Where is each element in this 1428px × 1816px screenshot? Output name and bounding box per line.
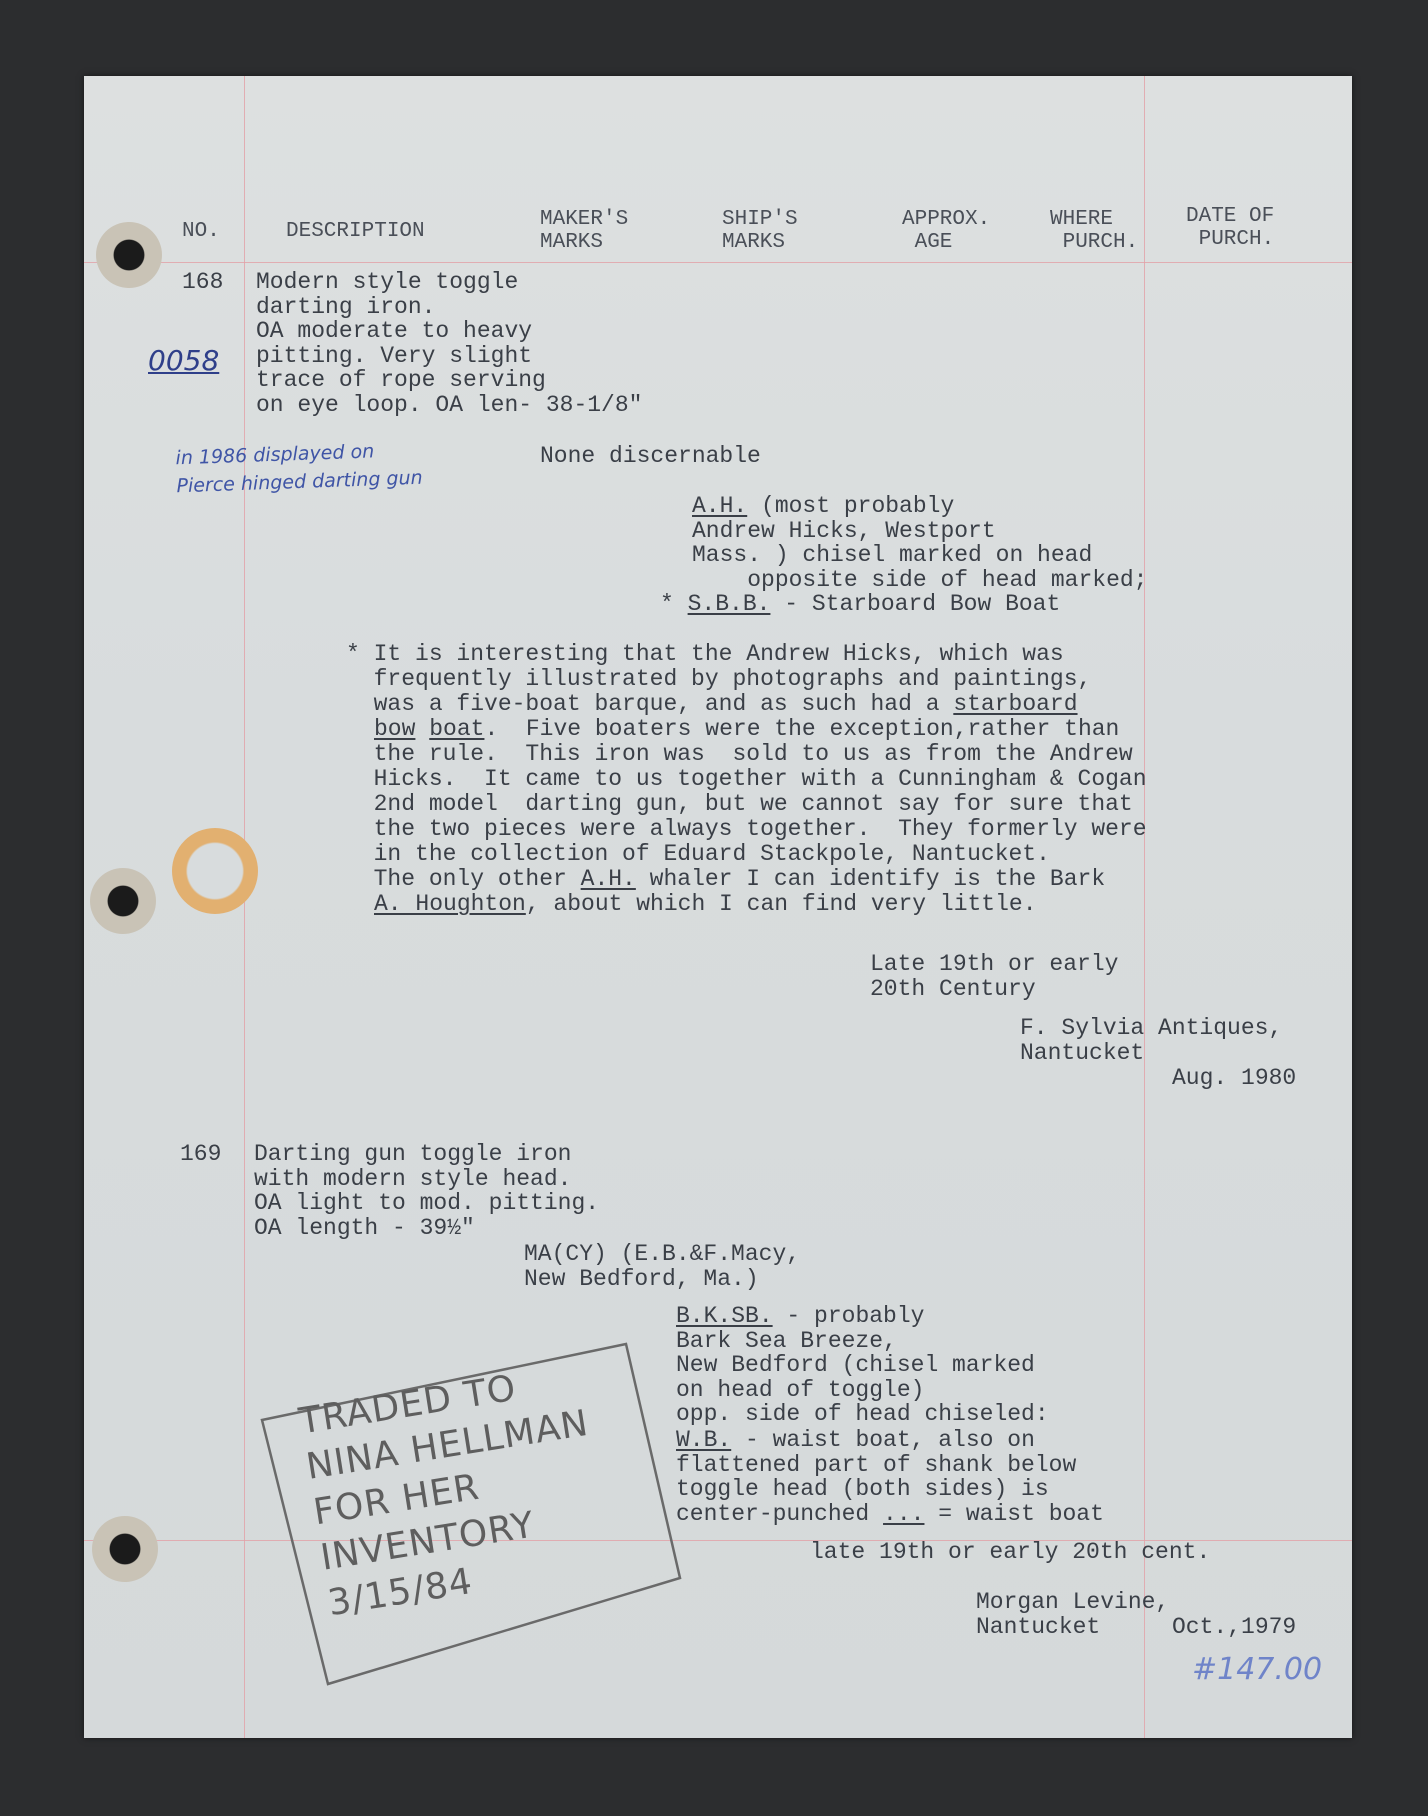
dots-text: = waist boat (924, 1500, 1104, 1527)
reinforcement-ring (172, 828, 258, 914)
sbb-abbr: S.B.B. (687, 591, 771, 617)
header-date-of-purch: DATE OF PURCH. (1186, 205, 1275, 251)
margin-line-right (1144, 76, 1145, 1738)
footnote-line: * It is interesting that the Andrew Hicks, which was (346, 641, 1064, 667)
entry-168-age: Late 19th or early 20th Century (870, 951, 1119, 1002)
footnote-line (374, 892, 1037, 917)
ships-marks-abbr: A.H. (692, 493, 748, 519)
ships-marks-text: - probably Bark Sea Breeze, New Bedford (chisel marked on head of toggle) opp. side of head chiseled: (676, 1303, 1049, 1428)
header-approx-age: APPROX. AGE (902, 208, 991, 254)
footnote-line: frequently illustrated by photographs and paintings, (346, 666, 1092, 692)
header-rule (84, 262, 1352, 263)
footnote-text: . Five boaters were the exception,rather than (484, 716, 1120, 742)
entry-168-catalog-number: 0058 (148, 344, 220, 377)
footnote-underlined: boat (429, 716, 485, 742)
entry-169-waist-boat-note (676, 1428, 1104, 1526)
entry-168-makers-marks: None discernable (540, 443, 761, 469)
entry-168-date-purchased: Aug. 1980 (1172, 1065, 1297, 1091)
entry-169-makers-marks: MA(CY) (E.B.&F.Macy, New Bedford, Ma.) (524, 1241, 801, 1292)
bksb-abbr: B.K.SB. (676, 1303, 773, 1329)
header-no: NO. (182, 220, 220, 243)
footnote-text: was a five-boat barque, and as such had a (346, 691, 954, 717)
footnote-line: in the collection of Eduard Stackpole, Nantucket. (346, 841, 1050, 867)
ships-marks-text: (most probably Andrew Hicks, Westport Mass. ) chisel marked on head opposite side of head marked; (692, 493, 1148, 593)
footnote-line: 2nd model darting gun, but we cannot say for sure that (346, 791, 1133, 817)
entry-169-ships-marks (676, 1304, 1049, 1427)
footnote-underlined: starboard (953, 691, 1078, 717)
header-ships-marks: SHIP'S MARKS (722, 208, 798, 254)
wb-abbr: W.B. (676, 1427, 732, 1453)
entry-168-description: Modern style toggle darting iron. OA moderate to heavy pitting. Very slight trace of rope serving on eye loop. OA len- 38-1/8" (256, 269, 643, 418)
footnote-underlined: A. Houghton (374, 891, 526, 917)
entry-169-price: #147.00 (1192, 1652, 1323, 1687)
dots-mark: ... (883, 1500, 925, 1527)
entry-168-where-purchased: F. Sylvia Antiques, Nantucket (1020, 1015, 1283, 1066)
footnote-line (346, 867, 1105, 892)
sbb-text: - Starboard Bow Boat (770, 591, 1061, 617)
entry-169-date-purchased: Oct.,1979 (1172, 1614, 1297, 1640)
entry-169-where-purchased: Morgan Levine, Nantucket (976, 1589, 1170, 1640)
footnote-text: , about which I can find very little. (525, 891, 1037, 917)
footnote-line: Hicks. It came to us together with a Cunningham & Cogan (346, 766, 1147, 792)
entry-168-ships-marks (692, 494, 1147, 592)
footnote-text: whaler I can identify is the Bark (635, 866, 1106, 892)
pencil-traded-note: TRADED TO NINA HELLMAN FOR HER INVENTORY 3/15/84 (296, 1367, 592, 1625)
footnote-line (346, 692, 1078, 717)
footnote-underlined: bow (374, 716, 416, 742)
entry-168-number: 168 (182, 269, 224, 295)
entry-169-age: late 19th or early 20th cent. (810, 1539, 1211, 1565)
entry-169-description: Darting gun toggle iron with modern style head. OA light to mod. pitting. OA length - 39½" (254, 1141, 600, 1241)
entry-168-handwritten-note: in 1986 displayed on Pierce hinged darting gun (175, 440, 423, 498)
footnote-text (415, 716, 429, 742)
binder-hole-top (96, 222, 162, 288)
entry-168-starboard-line (660, 592, 1060, 617)
margin-line-left (244, 76, 245, 1738)
footnote-text: The only other (346, 866, 581, 892)
asterisk: * (660, 591, 688, 617)
header-description: DESCRIPTION (286, 220, 425, 243)
footnote-line: the rule. This iron was sold to us as from the Andrew (346, 741, 1133, 767)
header-makers-marks: MAKER'S MARKS (540, 208, 629, 254)
footnote-line (374, 717, 1119, 742)
entry-169-number: 169 (180, 1141, 222, 1167)
header-where-purch: WHERE PURCH. (1050, 208, 1139, 254)
footnote-underlined: A.H. (580, 866, 636, 892)
binder-hole-bottom (92, 1516, 158, 1582)
binder-hole-middle (90, 868, 156, 934)
footnote-line: the two pieces were always together. They formerly were (346, 816, 1147, 842)
wb-text: - waist boat, also on flattened part of shank below toggle head (both sides) is center-punched (676, 1427, 1077, 1527)
